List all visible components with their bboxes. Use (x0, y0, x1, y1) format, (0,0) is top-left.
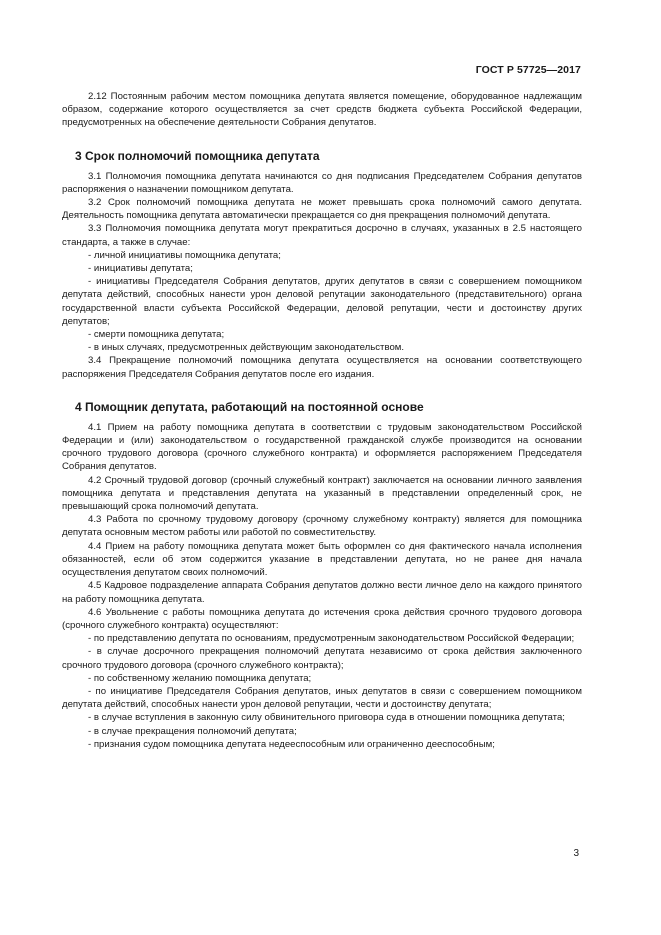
list-item: - по представлению депутата по основаниям, предусмотренным законодательством Российской Федерации; (88, 633, 575, 645)
standard-code-header: ГОСТ Р 57725—2017 (475, 64, 581, 76)
list-item: - инициативы депутата; (88, 263, 193, 275)
document-body (62, 90, 582, 751)
section-3-heading: 3 Срок полномочий помощника депутата (75, 148, 320, 163)
page-number: 3 (573, 848, 579, 859)
paragraph-3-2: 3.2 Срок полномочий помощника депутата не может превышать срока полномочий самого депутата. Деятельность помощника депутата автоматически прекращается со дня прекращения полномочий депутата. (62, 197, 582, 222)
list-item: - смерти помощника депутата; (88, 329, 225, 341)
paragraph-4-5: 4.5 Кадровое подразделение аппарата Собрания депутатов должно вести личное дело на каждого принятого на работу помощника депутата. (62, 580, 582, 605)
list-item: - в случае досрочного прекращения полномочий депутата независимо от срока действия заключенного срочного трудового договора (срочного служебного контракта); (62, 646, 582, 671)
paragraph-3-1: 3.1 Полномочия помощника депутата начинаются со дня подписания Председателем Собрания депутатов распоряжения о назначении помощником депутата. (62, 170, 582, 195)
list-item: - в иных случаях, предусмотренных действующим законодательством. (88, 342, 405, 354)
paragraph-4-2: 4.2 Срочный трудовой договор (срочный служебный контракт) заключается на основании личного заявления помощника депутата и представления депутата на указанный в представлении определенный срок, не превышающий срока полномочий депутата. (62, 474, 582, 513)
list-item: - инициативы Председателя Собрания депутатов, других депутатов в связи с совершением помощником депутата действий, способных нанести урон деловой репутации законодательного (представительного) органа государственной власти субъекта Российской Федерации, деловой репутации, чести и достоинству других депутатов; (62, 276, 582, 327)
list-item: - по собственному желанию помощника депутата; (88, 672, 312, 684)
paragraph-4-3: 4.3 Работа по срочному трудовому договору (срочному служебному контракту) является для помощника депутата основным местом работы или работой по совместительству. (62, 514, 582, 539)
paragraph-3-4: 3.4 Прекращение полномочий помощника депутата осуществляется на основании соответствующего распоряжения Председателя Собрания депутатов после его издания. (62, 355, 582, 380)
list-item: - признания судом помощника депутата недееспособным или ограниченно дееспособным; (88, 738, 495, 750)
list-item: - в случае вступления в законную силу обвинительного приговора суда в отношении помощника депутата; (88, 712, 565, 724)
section-4-heading: 4 Помощник депутата, работающий на постоянной основе (75, 399, 424, 414)
list-item: - в случае прекращения полномочий депутата; (88, 725, 297, 737)
list-item: - личной инициативы помощника депутата; (88, 249, 281, 261)
paragraph-4-1: 4.1 Прием на работу помощника депутата в соответствии с трудовым законодательством Российской Федерации и (или) законодательством о государственной гражданской службе производится на основании срочного трудового договора (срочного служебного контракта) и оформляется распоряжением Председателя Собрания депутатов. (62, 421, 582, 473)
paragraph-4-4: 4.4 Прием на работу помощника депутата может быть оформлен со дня фактического начала исполнения обязанностей, если об этом содержится указание в представлении депутата, но не ранее дня начала осуществления депутатом своих полномочий. (62, 540, 582, 579)
paragraph-4-6: 4.6 Увольнение с работы помощника депутата до истечения срока действия срочного трудового договора (срочного служебного контракта) осуществляют: (62, 606, 582, 631)
paragraph-3-3: 3.3 Полномочия помощника депутата могут прекратиться досрочно в случаях, указанных в 2.5 настоящего стандарта, а также в случае: (62, 223, 582, 248)
paragraph-2-12: 2.12 Постоянным рабочим местом помощника депутата является помещение, оборудованное надлежащим образом, содержание которого осуществляется за счет средств бюджета субъекта Российской Федерации, предусмотренных на обеспечение деятельности Собрания депутатов. (62, 91, 582, 129)
list-item: - по инициативе Председателя Собрания депутатов, иных депутатов в связи с совершением помощником депутата действий, способных нанести урон деловой репутации, чести и достоинству депутата; (62, 685, 582, 711)
